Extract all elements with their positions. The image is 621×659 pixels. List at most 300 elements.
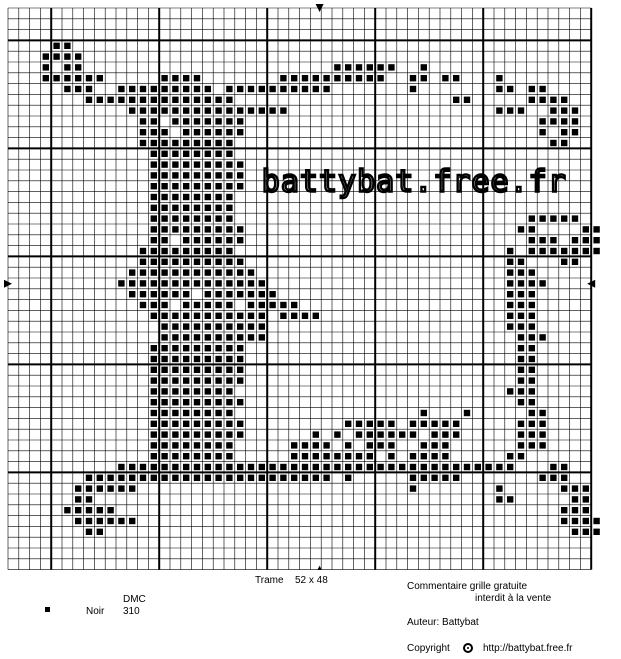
stitch xyxy=(237,475,243,481)
stitch xyxy=(205,334,211,340)
stitch xyxy=(205,269,211,275)
stitch xyxy=(86,529,92,535)
stitch xyxy=(323,86,329,92)
stitch xyxy=(561,118,567,124)
stitch xyxy=(496,485,502,491)
stitch xyxy=(583,485,589,491)
stitch xyxy=(334,464,340,470)
trame-label: Trame xyxy=(255,575,284,586)
stitch xyxy=(442,442,448,448)
stitch xyxy=(529,367,535,373)
stitch xyxy=(518,356,524,362)
stitch xyxy=(550,118,556,124)
stitch xyxy=(129,107,135,113)
stitch xyxy=(161,421,167,427)
stitch xyxy=(215,97,221,103)
stitch xyxy=(161,269,167,275)
stitch xyxy=(172,334,178,340)
stitch xyxy=(53,43,59,49)
stitch xyxy=(518,302,524,308)
stitch xyxy=(183,248,189,254)
stitch xyxy=(507,248,513,254)
stitch xyxy=(183,291,189,297)
stitch xyxy=(194,302,200,308)
stitch xyxy=(431,464,437,470)
stitch xyxy=(248,291,254,297)
stitch xyxy=(75,86,81,92)
stitch xyxy=(237,259,243,265)
stitch xyxy=(215,377,221,383)
stitch xyxy=(226,421,232,427)
stitch xyxy=(172,399,178,405)
stitch xyxy=(226,172,232,178)
stitch xyxy=(593,237,599,243)
stitch xyxy=(226,140,232,146)
stitch xyxy=(539,410,545,416)
stitch xyxy=(194,237,200,243)
stitch xyxy=(194,388,200,394)
stitch xyxy=(518,377,524,383)
stitch xyxy=(226,86,232,92)
stitch xyxy=(161,172,167,178)
stitch xyxy=(172,475,178,481)
stitch xyxy=(205,226,211,232)
author-label: Auteur: Battybat xyxy=(407,617,479,628)
stitch xyxy=(75,496,81,502)
stitch xyxy=(248,280,254,286)
stitch xyxy=(205,151,211,157)
stitch xyxy=(215,248,221,254)
stitch xyxy=(161,226,167,232)
stitch xyxy=(529,356,535,362)
stitch xyxy=(151,237,157,243)
stitch xyxy=(323,75,329,81)
stitch xyxy=(215,291,221,297)
stitch xyxy=(237,183,243,189)
stitch xyxy=(572,485,578,491)
stitch xyxy=(313,313,319,319)
stitch xyxy=(302,313,308,319)
stitch xyxy=(539,97,545,103)
stitch xyxy=(215,410,221,416)
stitch xyxy=(151,183,157,189)
stitch xyxy=(507,323,513,329)
stitch xyxy=(215,259,221,265)
stitch xyxy=(215,453,221,459)
stitch xyxy=(529,280,535,286)
stitch xyxy=(269,291,275,297)
stitch xyxy=(550,464,556,470)
stitch xyxy=(129,280,135,286)
stitch xyxy=(507,269,513,275)
stitch xyxy=(151,97,157,103)
stitch xyxy=(583,237,589,243)
stitch xyxy=(464,464,470,470)
stitch xyxy=(475,464,481,470)
stitch xyxy=(183,215,189,221)
stitch xyxy=(161,75,167,81)
stitch xyxy=(205,259,211,265)
stitch xyxy=(410,431,416,437)
stitch xyxy=(529,388,535,394)
stitch xyxy=(172,377,178,383)
stitch xyxy=(215,205,221,211)
stitch xyxy=(583,496,589,502)
stitch xyxy=(183,237,189,243)
stitch xyxy=(561,464,567,470)
stitch xyxy=(194,215,200,221)
stitch xyxy=(280,75,286,81)
stitch xyxy=(291,475,297,481)
stitch xyxy=(151,140,157,146)
stitch xyxy=(151,86,157,92)
stitch xyxy=(215,237,221,243)
stitch xyxy=(226,194,232,200)
stitch xyxy=(183,302,189,308)
stitch xyxy=(550,97,556,103)
stitch xyxy=(226,388,232,394)
stitch xyxy=(377,442,383,448)
stitch xyxy=(248,334,254,340)
copyright-url: http://battybat.free.fr xyxy=(483,643,573,654)
stitch xyxy=(367,421,373,427)
legend-swatch-icon xyxy=(45,607,50,612)
stitch xyxy=(280,475,286,481)
stitch xyxy=(410,485,416,491)
stitch xyxy=(140,291,146,297)
stitch xyxy=(194,475,200,481)
stitch xyxy=(205,140,211,146)
stitch xyxy=(194,129,200,135)
stitch xyxy=(226,151,232,157)
stitch xyxy=(194,367,200,373)
stitch xyxy=(302,75,308,81)
stitch xyxy=(151,151,157,157)
stitch xyxy=(356,421,362,427)
stitch xyxy=(64,53,70,59)
stitch xyxy=(205,367,211,373)
stitch xyxy=(453,431,459,437)
stitch xyxy=(539,248,545,254)
stitch xyxy=(237,118,243,124)
stitch xyxy=(205,107,211,113)
stitch xyxy=(151,421,157,427)
stitch xyxy=(442,75,448,81)
stitch xyxy=(205,388,211,394)
stitch xyxy=(496,464,502,470)
stitch xyxy=(183,280,189,286)
stitch xyxy=(215,129,221,135)
stitch xyxy=(194,356,200,362)
stitch xyxy=(161,140,167,146)
stitch xyxy=(388,442,394,448)
stitch xyxy=(410,453,416,459)
stitch xyxy=(259,86,265,92)
stitch xyxy=(183,388,189,394)
stitch xyxy=(539,442,545,448)
stitch xyxy=(507,388,513,394)
stitch xyxy=(442,475,448,481)
stitch xyxy=(161,291,167,297)
stitch xyxy=(356,453,362,459)
stitch xyxy=(226,464,232,470)
stitch xyxy=(205,399,211,405)
stitch xyxy=(345,64,351,70)
stitch xyxy=(151,388,157,394)
stitch xyxy=(410,86,416,92)
stitch xyxy=(280,302,286,308)
stitch xyxy=(561,507,567,513)
stitch xyxy=(140,464,146,470)
stitch xyxy=(539,280,545,286)
stitch xyxy=(161,313,167,319)
stitch xyxy=(421,442,427,448)
stitch xyxy=(442,464,448,470)
stitch xyxy=(129,485,135,491)
comment-line-2: interdit à la vente xyxy=(475,593,552,604)
stitch xyxy=(561,140,567,146)
stitch xyxy=(129,475,135,481)
stitch xyxy=(593,248,599,254)
stitch xyxy=(399,431,405,437)
stitch xyxy=(367,442,373,448)
stitch xyxy=(161,194,167,200)
stitch xyxy=(529,399,535,405)
stitch xyxy=(183,410,189,416)
stitch xyxy=(161,345,167,351)
stitch xyxy=(518,334,524,340)
stitch xyxy=(75,485,81,491)
stitch xyxy=(572,496,578,502)
stitch xyxy=(518,226,524,232)
stitch xyxy=(367,431,373,437)
stitch xyxy=(205,377,211,383)
stitch xyxy=(172,453,178,459)
stitch xyxy=(194,259,200,265)
stitch xyxy=(172,431,178,437)
stitch xyxy=(161,183,167,189)
stitch xyxy=(86,475,92,481)
stitch xyxy=(172,97,178,103)
stitch xyxy=(529,86,535,92)
stitch xyxy=(183,345,189,351)
stitch xyxy=(442,421,448,427)
stitch xyxy=(302,464,308,470)
stitch xyxy=(97,475,103,481)
stitch xyxy=(194,399,200,405)
stitch xyxy=(194,431,200,437)
stitch xyxy=(129,518,135,524)
stitch xyxy=(183,313,189,319)
stitch xyxy=(464,97,470,103)
stitch xyxy=(237,86,243,92)
stitch xyxy=(280,107,286,113)
stitch xyxy=(561,97,567,103)
legend-color-name: Noir xyxy=(86,606,105,617)
stitch xyxy=(151,161,157,167)
stitch xyxy=(507,453,513,459)
stitch xyxy=(194,194,200,200)
stitch xyxy=(183,226,189,232)
stitch xyxy=(151,313,157,319)
legend-color-code: 310 xyxy=(123,606,140,617)
stitch xyxy=(561,107,567,113)
stitch xyxy=(280,86,286,92)
stitch xyxy=(237,367,243,373)
stitch xyxy=(183,161,189,167)
stitch xyxy=(421,421,427,427)
stitch xyxy=(237,421,243,427)
stitch xyxy=(215,421,221,427)
stitch xyxy=(226,259,232,265)
stitch xyxy=(507,313,513,319)
stitch xyxy=(194,183,200,189)
stitch xyxy=(259,280,265,286)
stitch xyxy=(367,64,373,70)
stitch xyxy=(431,421,437,427)
stitch xyxy=(129,269,135,275)
stitch xyxy=(313,431,319,437)
stitch xyxy=(194,97,200,103)
stitch xyxy=(194,248,200,254)
stitch xyxy=(529,226,535,232)
stitch xyxy=(161,248,167,254)
stitch xyxy=(291,442,297,448)
stitch xyxy=(572,518,578,524)
stitch xyxy=(550,248,556,254)
stitch xyxy=(539,431,545,437)
stitch xyxy=(172,140,178,146)
stitch xyxy=(183,399,189,405)
stitch xyxy=(183,442,189,448)
stitch xyxy=(496,496,502,502)
stitch xyxy=(496,86,502,92)
stitch xyxy=(572,259,578,265)
stitch xyxy=(183,464,189,470)
stitch xyxy=(529,97,535,103)
stitch xyxy=(118,475,124,481)
stitch xyxy=(518,431,524,437)
stitch xyxy=(550,237,556,243)
stitch xyxy=(161,86,167,92)
stitch xyxy=(140,140,146,146)
stitch xyxy=(291,302,297,308)
stitch xyxy=(140,107,146,113)
stitch xyxy=(172,464,178,470)
stitch xyxy=(161,377,167,383)
stitch xyxy=(529,269,535,275)
stitch xyxy=(572,215,578,221)
stitch xyxy=(194,151,200,157)
stitch xyxy=(161,410,167,416)
stitch xyxy=(194,269,200,275)
stitch xyxy=(86,518,92,524)
stitch xyxy=(215,151,221,157)
stitch xyxy=(518,280,524,286)
stitch xyxy=(226,291,232,297)
stitch xyxy=(205,248,211,254)
stitch xyxy=(507,86,513,92)
stitch xyxy=(529,291,535,297)
stitch xyxy=(237,226,243,232)
stitch xyxy=(561,129,567,135)
stitch xyxy=(194,313,200,319)
comment-line-1: Commentaire grille gratuite xyxy=(407,581,528,592)
stitch xyxy=(248,107,254,113)
stitch xyxy=(226,161,232,167)
stitch xyxy=(205,86,211,92)
stitch xyxy=(205,215,211,221)
stitch xyxy=(226,205,232,211)
stitch xyxy=(215,107,221,113)
stitch xyxy=(183,453,189,459)
stitch xyxy=(161,464,167,470)
stitch xyxy=(518,269,524,275)
stitch xyxy=(421,453,427,459)
stitch xyxy=(367,75,373,81)
stitch xyxy=(583,507,589,513)
stitch xyxy=(237,107,243,113)
stitch xyxy=(226,97,232,103)
stitch xyxy=(205,356,211,362)
stitch xyxy=(572,107,578,113)
stitch xyxy=(377,431,383,437)
stitch xyxy=(507,280,513,286)
stitch xyxy=(507,259,513,265)
stitch xyxy=(313,75,319,81)
stitch xyxy=(97,485,103,491)
stitch xyxy=(172,107,178,113)
stitch xyxy=(183,118,189,124)
stitch xyxy=(539,237,545,243)
stitch xyxy=(183,172,189,178)
stitch xyxy=(550,140,556,146)
stitch xyxy=(237,280,243,286)
stitch xyxy=(313,86,319,92)
stitch xyxy=(269,86,275,92)
stitch xyxy=(194,464,200,470)
stitch xyxy=(334,431,340,437)
stitch xyxy=(183,431,189,437)
stitch xyxy=(161,356,167,362)
stitch xyxy=(453,475,459,481)
stitch xyxy=(194,421,200,427)
stitch xyxy=(194,86,200,92)
stitch xyxy=(388,464,394,470)
stitch xyxy=(205,475,211,481)
stitch xyxy=(269,107,275,113)
stitch xyxy=(431,475,437,481)
stitch xyxy=(172,291,178,297)
stitch xyxy=(151,475,157,481)
stitch xyxy=(529,442,535,448)
stitch xyxy=(194,280,200,286)
stitch xyxy=(194,377,200,383)
stitch xyxy=(421,410,427,416)
stitch xyxy=(583,518,589,524)
stitch xyxy=(215,313,221,319)
stitch xyxy=(583,248,589,254)
stitch xyxy=(183,259,189,265)
stitch xyxy=(561,475,567,481)
stitch xyxy=(194,226,200,232)
stitch xyxy=(86,86,92,92)
stitch xyxy=(410,464,416,470)
stitch xyxy=(194,118,200,124)
stitch xyxy=(172,194,178,200)
stitch xyxy=(442,453,448,459)
stitch xyxy=(183,269,189,275)
